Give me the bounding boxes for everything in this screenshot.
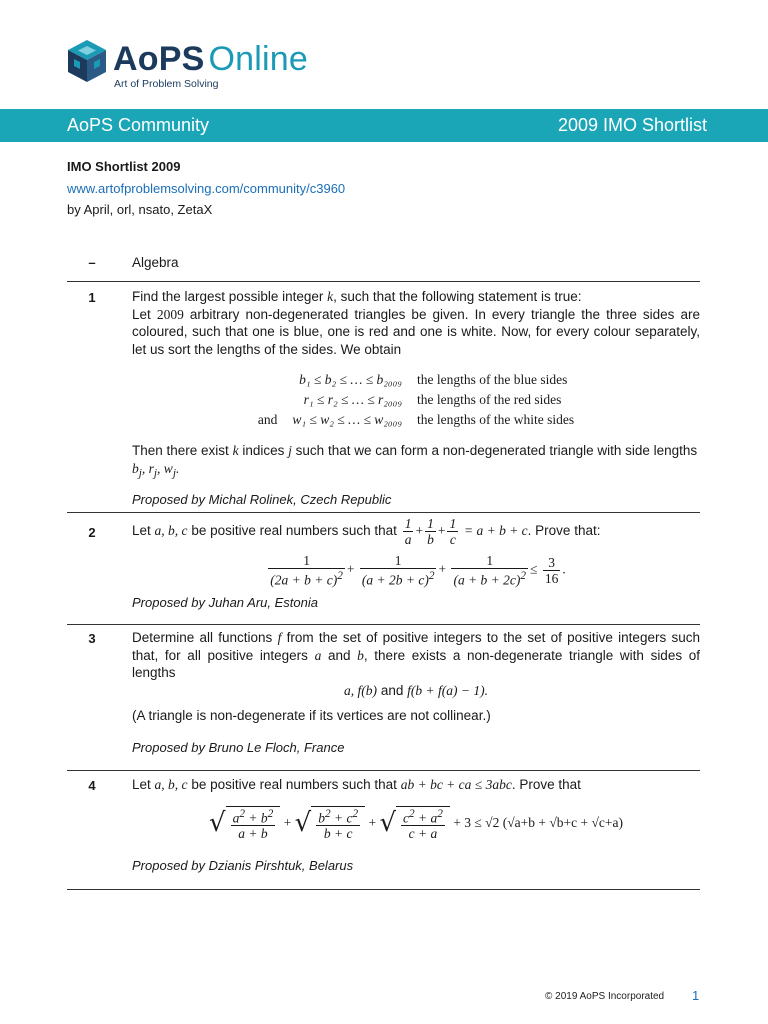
community-link[interactable]: AoPS Community [67, 115, 210, 135]
contest-title: 2009 IMO Shortlist [557, 115, 707, 135]
inequality-2: $\frac{1}{(2a + b + c)^2}$ + $\frac{1}{(a + 2b + c)^2}$ + $\frac{1}{(a + b + 2c)^2}$ ≤ $\frac{3}{16}$ . [270, 553, 566, 588]
inequality-4: √ $\frac{a^2 + b^2}{a + b}$ + √ $\frac{b^2 + c^2}{b + c}$ + √ $\frac{c^2 + a^2}{c + a}$ + 3 ≤ √2 (√a+b + √b+c + √c+a) [209, 807, 623, 841]
problem-number: 2 [88, 525, 96, 540]
divider [67, 512, 700, 513]
header-band [0, 109, 768, 142]
problem-number: 1 [88, 290, 96, 305]
cube-logo-icon [66, 38, 108, 84]
problem-1: Find the largest possible integer k, such that the following statement is true: Let 2009 arbitrary non-degenerated triangles be given. In every triangle the three sides are coloured, such that one is blue, one is red and one is white. Now, for every colour separately, let us sort the lengths of the sides. We obtain b₁ ≤ b₂ ≤ … ≤ b₂₀₀₉ the lengths of the blue sides r₁ ≤ r₂ ≤ … ≤ r₂₀₀₉ the lengths of the red sides and w₁ ≤ w₂ ≤ … ≤ w₂₀₀₉ the lengths of the white sides Then there exist k indices j such that we can form a non-degenerated triangle with side lengths $b_j$, $r_j$, $w_j$. Proposed by Michal Rolinek, Czech Republic [132, 289, 700, 507]
page-number: 1 [692, 988, 700, 1003]
problem-2: Let a, b, c be positive real numbers such that $\frac{1}{a}$ + $\frac{1}{b}$ + $\frac{1}{c}$ = a + b + c. Prove that: $\frac{1}{(2a + b + c)^2}$ + $\frac{1}{(a + 2b + c)^2}$ + $\frac{1}{(a + b + 2c)^2}$ ≤ $\frac{3}{16}$ . Proposed by Juhan Aru, Estonia [132, 516, 700, 611]
document-title: IMO Shortlist 2009 [67, 159, 181, 174]
problem-number: 4 [88, 778, 96, 793]
proposer: Proposed by Juhan Aru, Estonia [132, 594, 318, 610]
section-label: Algebra [132, 255, 179, 270]
brand-name-online: Online [208, 40, 308, 78]
problem-number: 3 [88, 631, 96, 646]
problem-3: Determine all functions f from the set of positive integers to the set of positive integers such that, for all positive integers a and b, there exists a non-degenerate triangle with sides of lengths a, f(b) and f(b + f(a) − 1). (A triangle is non-degenerate if its vertices are not collinear.) Proposed by Bruno Le Floch, France [132, 630, 700, 755]
divider [67, 770, 700, 771]
section-marker: – [88, 255, 96, 270]
brand-tagline: Art of Problem Solving [114, 78, 219, 90]
divider [67, 281, 700, 282]
proposer: Proposed by Bruno Le Floch, France [132, 739, 345, 755]
brand-name: AoPS [113, 40, 205, 78]
divider [67, 889, 700, 890]
copyright: © 2019 AoPS Incorporated [545, 991, 665, 1002]
document-meta [67, 156, 345, 221]
aops-logo[interactable] [66, 38, 326, 94]
proposer: Proposed by Michal Rolinek, Czech Republic [132, 491, 392, 507]
proposer: Proposed by Dzianis Pirshtuk, Belarus [132, 858, 354, 873]
inequality-table: b₁ ≤ b₂ ≤ … ≤ b₂₀₀₉ the lengths of the blue sides r₁ ≤ r₂ ≤ … ≤ r₂₀₀₉ the lengths of the red sides and w₁ ≤ w₂ ≤ … ≤ w₂₀₀₉ the lengths of the white sides [257, 372, 575, 427]
problem-4: Let a, b, c be positive real numbers such that ab + bc + ca ≤ 3abc. Prove that √ $\frac{a^2 + b^2}{a + b}$ + √ $\frac{b^2 + c^2}{b + c}$ + √ $\frac{c^2 + a^2}{c + a}$ + 3 ≤ √2 (√a+b + √b+c + √c+a) Proposed by Dzianis Pirshtuk, Belarus [132, 776, 700, 875]
authors: by April, orl, nsato, ZetaX [67, 202, 213, 217]
divider [67, 624, 700, 625]
source-link[interactable]: www.artofproblemsolving.com/community/c3960 [67, 180, 346, 196]
